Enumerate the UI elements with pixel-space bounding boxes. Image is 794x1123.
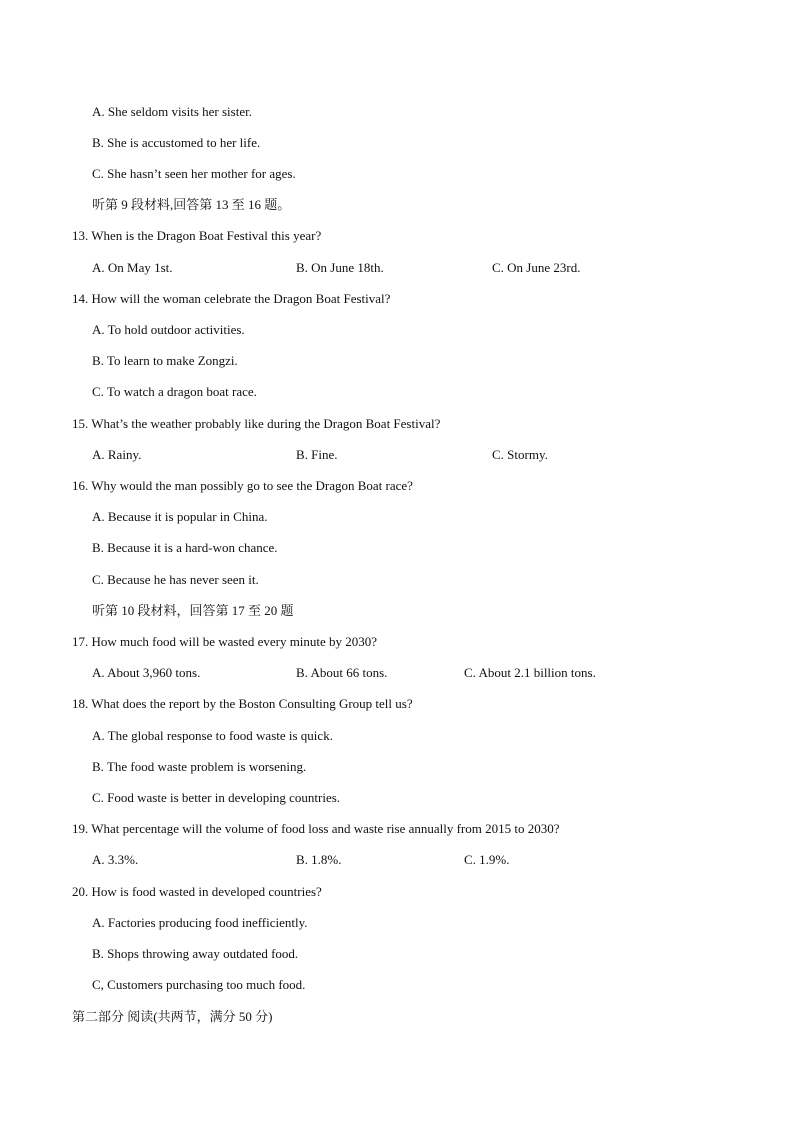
- q12-option-a: A. She seldom visits her sister.: [92, 104, 252, 119]
- q17-option-b: B. About 66 tons.: [296, 665, 388, 680]
- q14-option-c: C. To watch a dragon boat race.: [92, 384, 257, 399]
- q19-option-c: C. 1.9%.: [464, 852, 510, 867]
- q17-option-a: A. About 3,960 tons.: [92, 665, 201, 680]
- section-heading-material-9: 听第 9 段材料,回答第 13 至 16 题。: [92, 197, 291, 212]
- part-two-heading: 第二部分 阅读(共两节，满分 50 分): [72, 1009, 273, 1024]
- q14-option-b: B. To learn to make Zongzi.: [92, 353, 238, 368]
- q13-option-b: B. On June 18th.: [296, 260, 384, 275]
- q14-option-a: A. To hold outdoor activities.: [92, 322, 245, 337]
- q20-option-a: A. Factories producing food inefficiently.: [92, 915, 308, 930]
- q12-option-c: C. She hasn’t seen her mother for ages.: [92, 166, 296, 181]
- question-15: 15. What’s the weather probably like during the Dragon Boat Festival?: [72, 416, 441, 431]
- q15-option-b: B. Fine.: [296, 447, 338, 462]
- q16-option-b: B. Because it is a hard-won chance.: [92, 540, 278, 555]
- q18-option-c: C. Food waste is better in developing countries.: [92, 790, 341, 805]
- q16-option-a: A. Because it is popular in China.: [92, 509, 268, 524]
- q18-option-a: A. The global response to food waste is quick.: [92, 728, 333, 743]
- q16-option-c: C. Because he has never seen it.: [92, 572, 259, 587]
- q12-option-b: B. She is accustomed to her life.: [92, 135, 261, 150]
- question-20: 20. How is food wasted in developed countries?: [72, 884, 322, 899]
- question-19: 19. What percentage will the volume of food loss and waste rise annually from 2015 to 2030?: [72, 821, 560, 836]
- q19-option-a: A. 3.3%.: [92, 852, 139, 867]
- question-17: 17. How much food will be wasted every minute by 2030?: [72, 634, 378, 649]
- q15-option-a: A. Rainy.: [92, 447, 142, 462]
- q18-option-b: B. The food waste problem is worsening.: [92, 759, 307, 774]
- section-heading-material-10: 听第 10 段材料，回答第 17 至 20 题: [92, 603, 294, 618]
- q15-option-c: C. Stormy.: [492, 447, 548, 462]
- question-18: 18. What does the report by the Boston Consulting Group tell us?: [72, 696, 413, 711]
- q20-option-b: B. Shops throwing away outdated food.: [92, 946, 299, 961]
- q17-option-c: C. About 2.1 billion tons.: [464, 665, 596, 680]
- q19-option-b: B. 1.8%.: [296, 852, 342, 867]
- q20-option-c: C, Customers purchasing too much food.: [92, 977, 306, 992]
- q13-option-c: C. On June 23rd.: [492, 260, 581, 275]
- question-16: 16. Why would the man possibly go to see the Dragon Boat race?: [72, 478, 413, 493]
- question-14: 14. How will the woman celebrate the Dragon Boat Festival?: [72, 291, 391, 306]
- question-13: 13. When is the Dragon Boat Festival this year?: [72, 228, 322, 243]
- q13-option-a: A. On May 1st.: [92, 260, 173, 275]
